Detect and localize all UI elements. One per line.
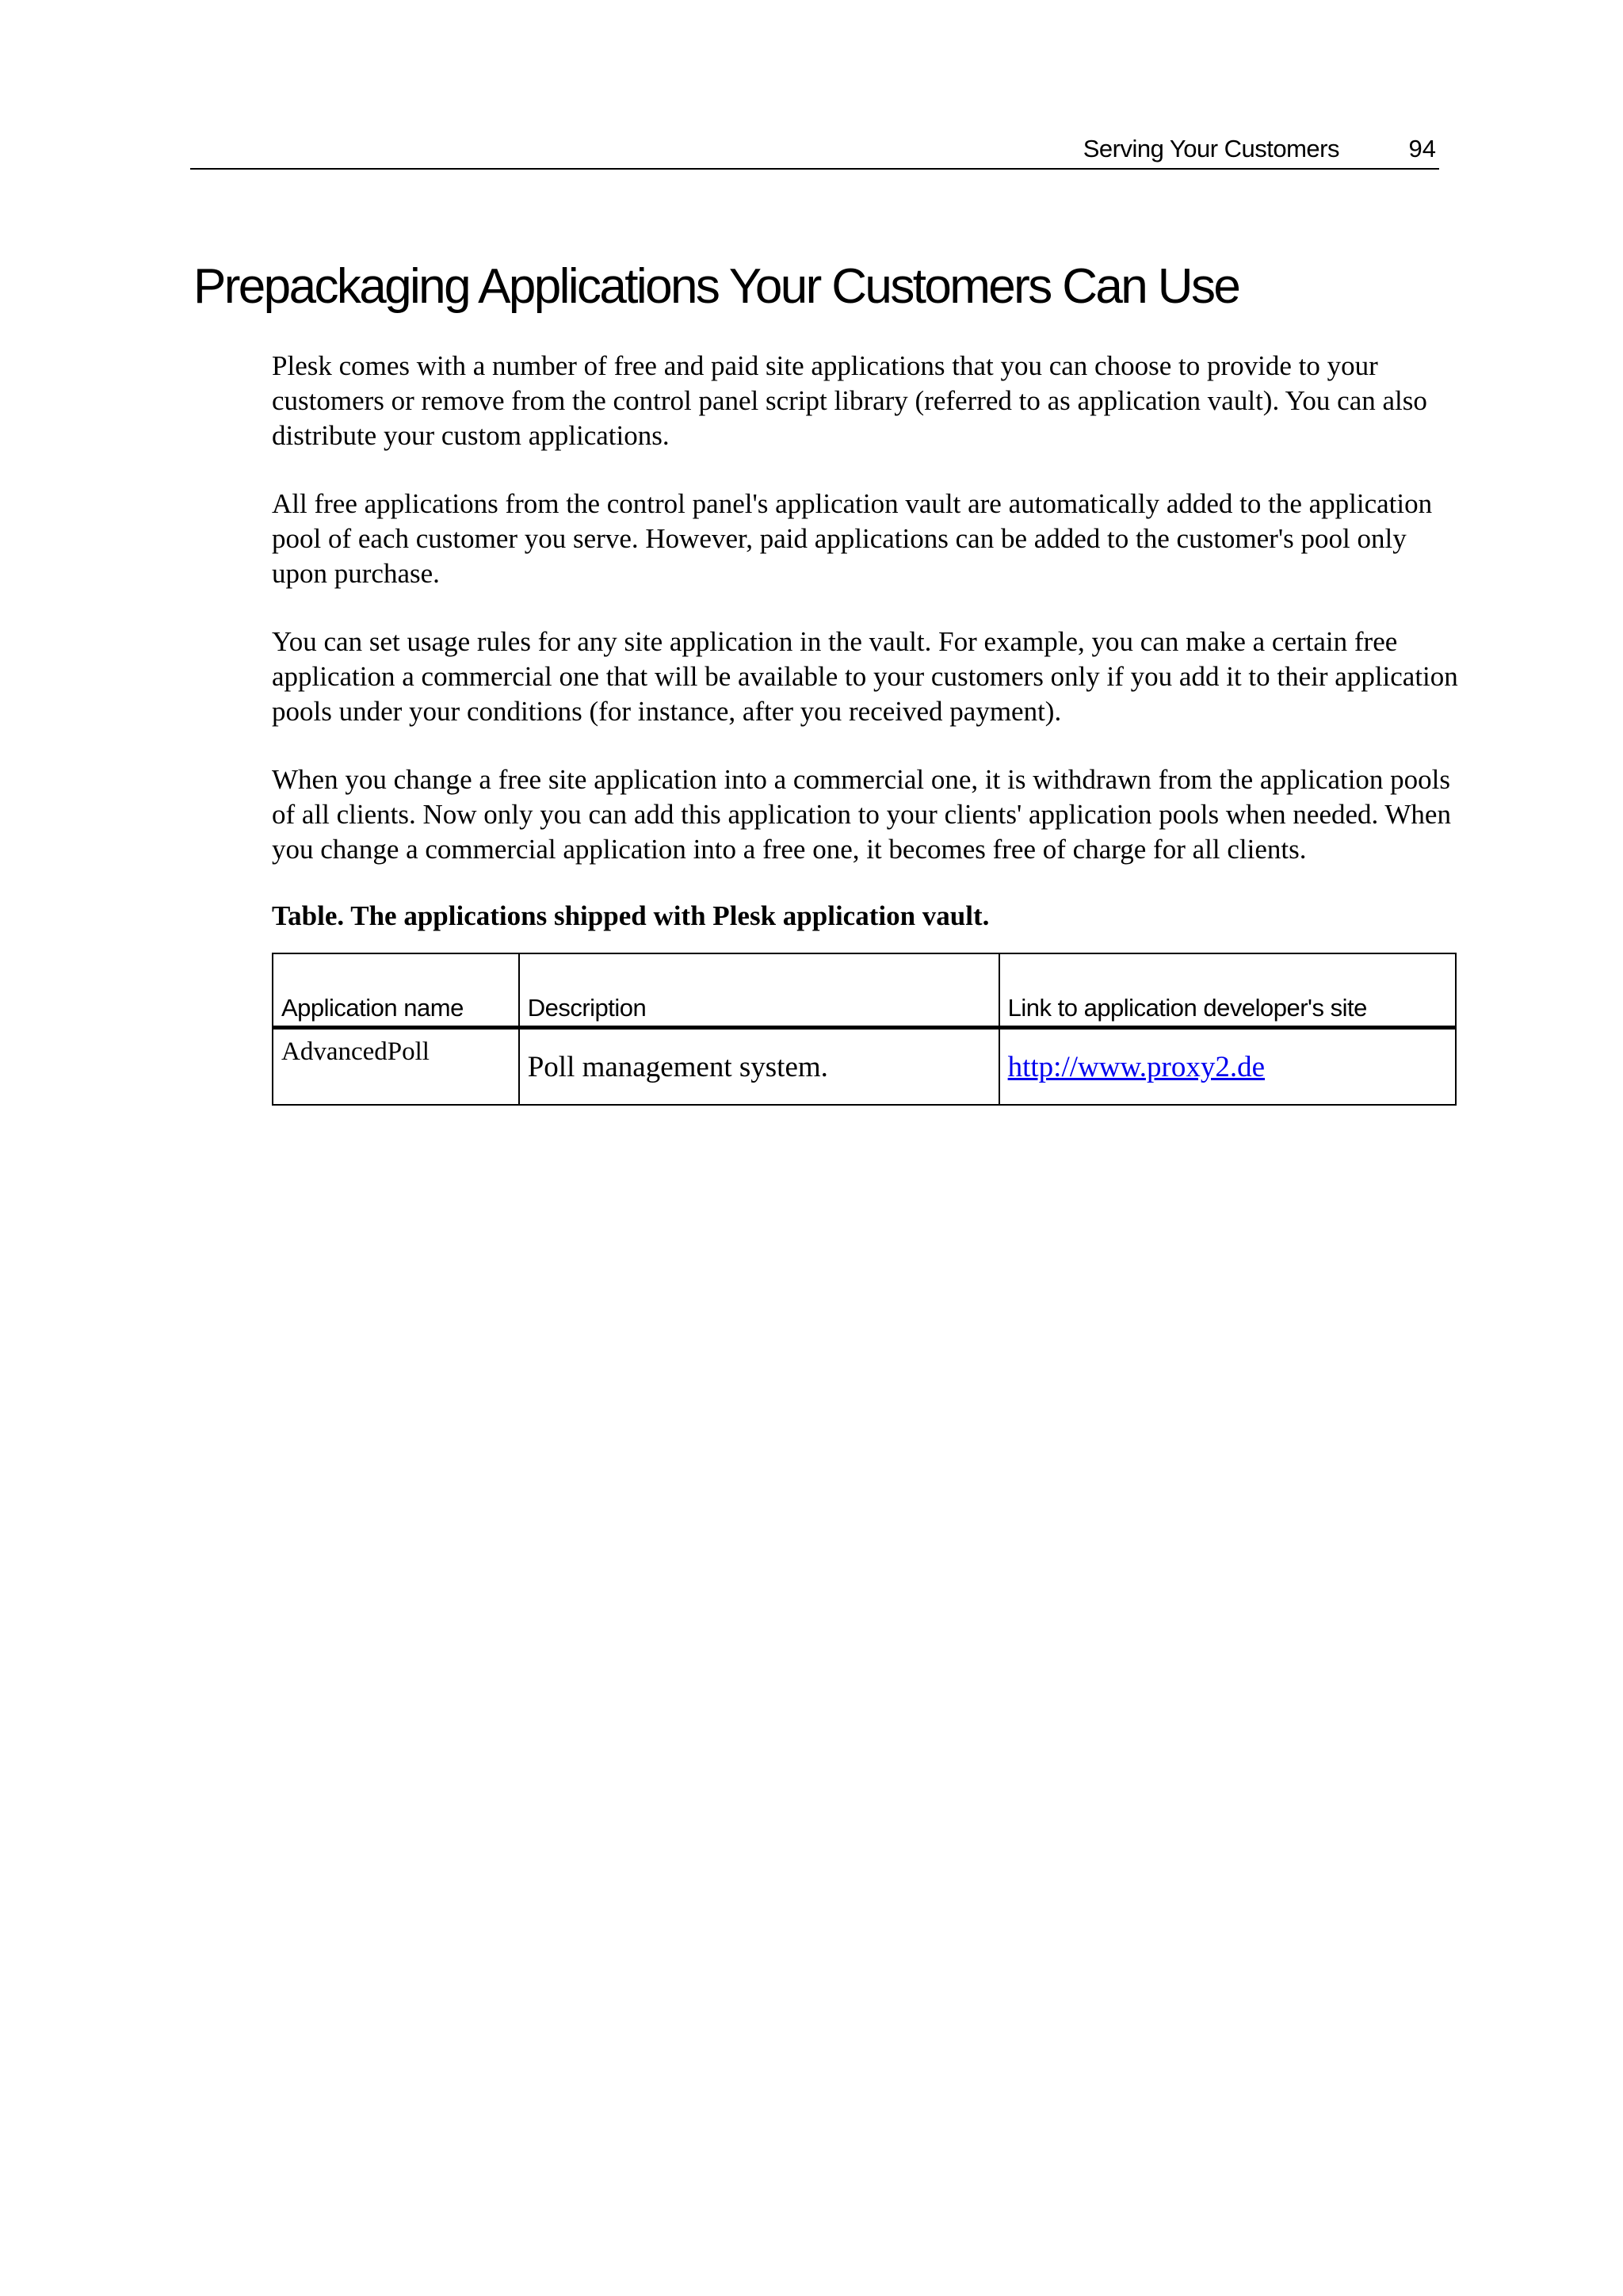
paragraph-intro: Plesk comes with a number of free and paid site applications that you can choose to provide to your customers or remove from the control panel script library (referred to as application vault). You can also distribute your custom applications. xyxy=(272,350,1427,451)
running-header xyxy=(190,133,1439,170)
cell-description: Poll management system. xyxy=(519,1028,999,1106)
paragraph-usage-rules: You can set usage rules for any site application in the vault. For example, you can make a certain free application a commercial one that will be available to your customers only if you add it to their application pools under your conditions (for instance, after you received payment). xyxy=(272,626,1458,727)
column-header-application-name: Application name xyxy=(273,953,519,1028)
page-number: 94 xyxy=(1408,135,1436,162)
cell-application-name: AdvancedPoll xyxy=(273,1028,519,1106)
developer-site-link[interactable]: http://www.proxy2.de xyxy=(1007,1050,1266,1083)
paragraph-free-apps: All free applications from the control panel's application vault are automatically added to the application pool of each customer you serve. However, paid applications can be added to the customer's pool only upon purchase. xyxy=(272,488,1433,589)
body-content xyxy=(272,349,1461,1106)
table-caption: Table. The applications shipped with Plesk application vault. xyxy=(272,900,990,931)
applications-table xyxy=(272,953,1457,1106)
paragraph-change-commercial: When you change a free site application into a commercial one, it is withdrawn from the application pools of all clients. Now only you can add this application to your clients' application pools when needed. When you change a commercial application into a free one, it becomes free of charge for all clients. xyxy=(272,764,1451,865)
column-header-description: Description xyxy=(519,953,999,1028)
column-header-developer-link: Link to application developer's site xyxy=(999,953,1456,1028)
table-header-row xyxy=(273,953,1456,1028)
cell-developer-link xyxy=(999,1028,1456,1106)
header-section-title: Serving Your Customers xyxy=(1083,135,1339,162)
page-title: Prepackaging Applications Your Customers Can Use xyxy=(193,259,1239,314)
table-row xyxy=(273,1028,1456,1106)
